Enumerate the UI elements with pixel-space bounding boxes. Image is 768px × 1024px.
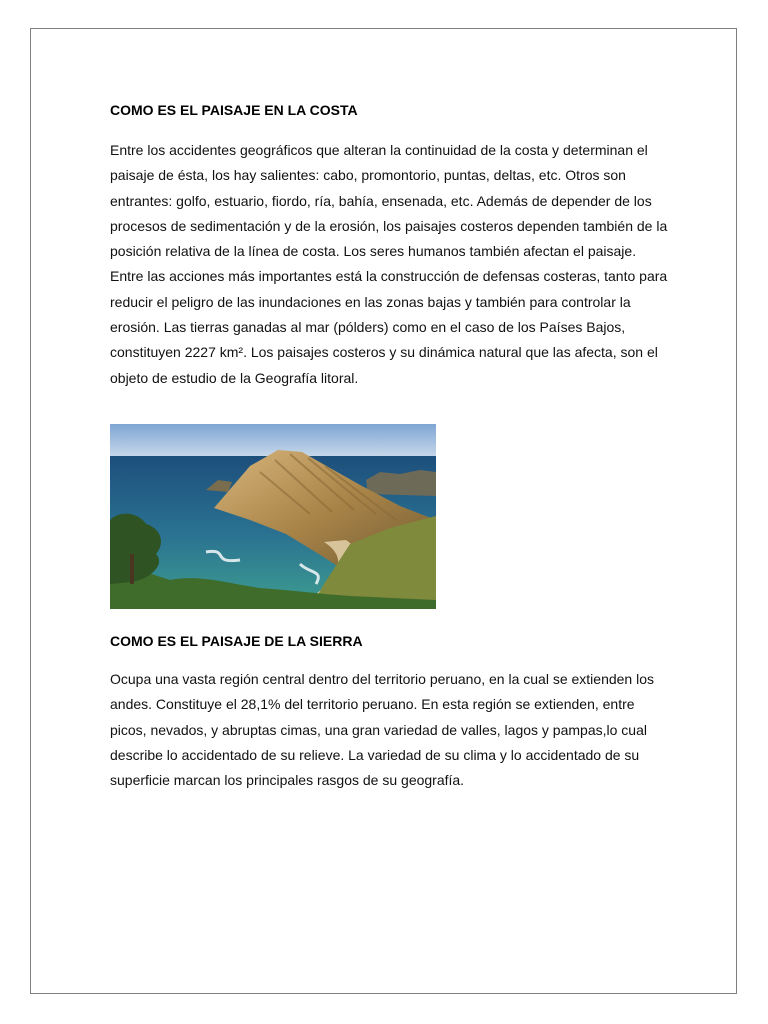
document-page [30,28,737,994]
heading-costa: COMO ES EL PAISAJE EN LA COSTA [110,102,358,118]
pine-trunk [130,554,134,584]
coastal-cliff-photo [110,424,436,609]
paragraph-sierra: Ocupa una vasta región central dentro del territorio peruano, en la cual se extienden los andes. Constituye el 28,1% del territorio peruano. En esta región se extienden, entre picos, nevados, y abruptas cimas, una gran variedad de valles, lagos y pampas,lo cual describe lo accidentado de su relieve. La variedad de su clima y lo accidentado de su superficie marcan los principales rasgos de su geografía. [110,670,655,789]
paragraph-costa: Entre los accidentes geográficos que alteran la continuidad de la costa y determinan el paisaje de ésta, los hay salientes: cabo, promontorio, puntas, deltas, etc. Otros son entrantes: golfo, estuario, fiordo, ría, bahía, ensenada, etc. Además de depender de los procesos de sedimentación y de la erosión, los paisajes costeros dependen también de la posición relativa de la línea de costa. Los seres humanos también afectan el paisaje. Entre las acciones más importantes está la construcción de defensas costeras, tanto para reducir el peligro de las inundaciones en las zonas bajas y también para controlar la erosión. Las tierras ganadas al mar (pólders) como en el caso de los Países Bajos, constituyen 2227 km². Los paisajes costeros y su dinámica natural que las afecta, son el objeto de estudio de la Geografía litoral. [110,142,668,386]
page-content [110,101,670,793]
heading-sierra: COMO ES EL PAISAJE DE LA SIERRA [110,632,363,649]
